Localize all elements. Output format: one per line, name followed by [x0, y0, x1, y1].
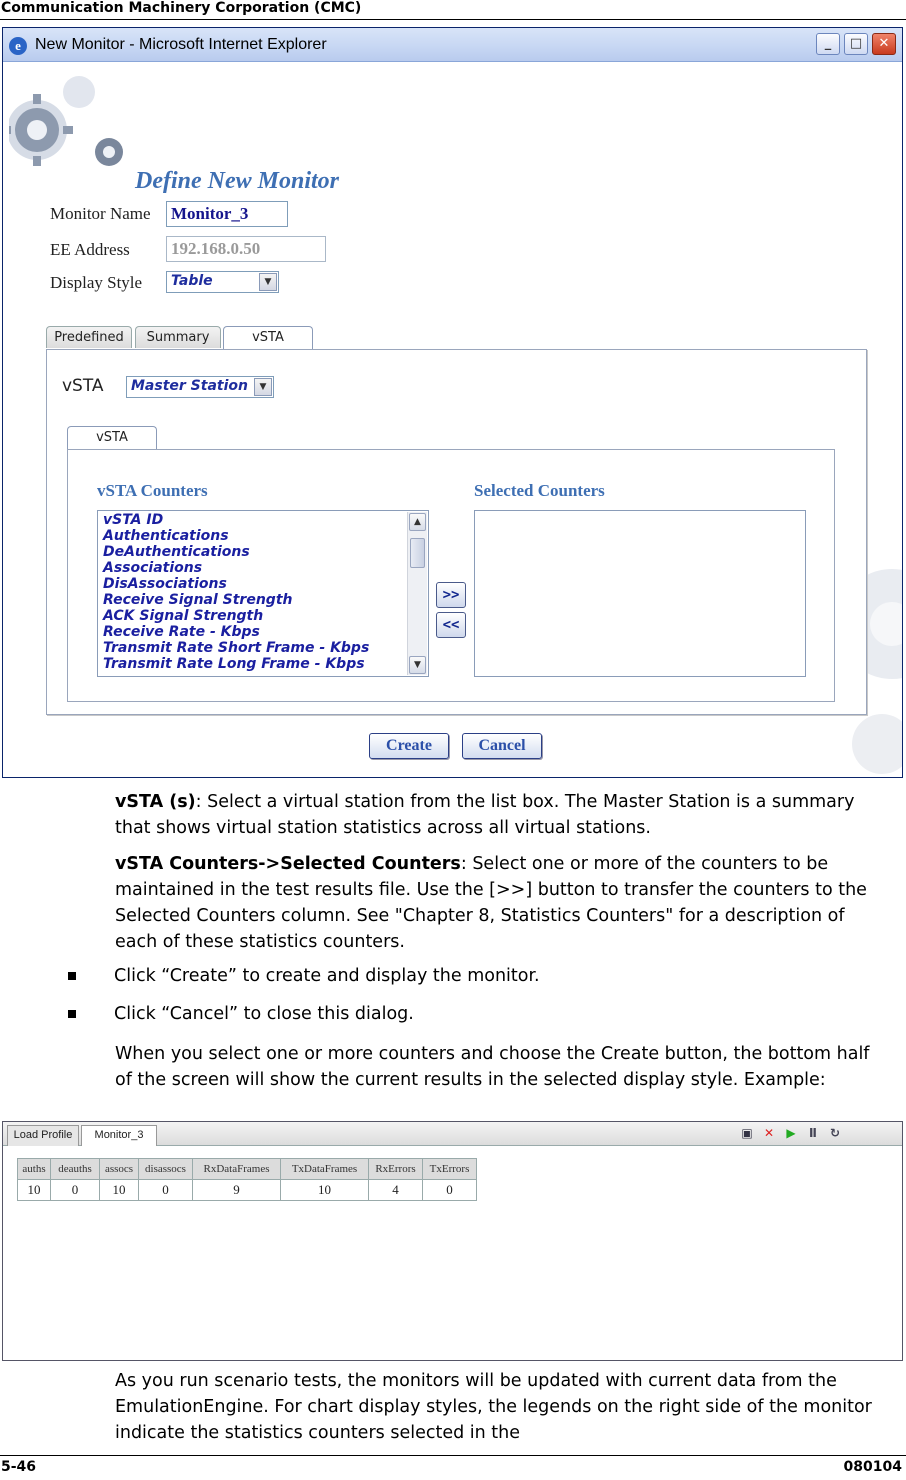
- tab-monitor-3[interactable]: Monitor_3: [81, 1125, 157, 1146]
- header-rule: [0, 19, 906, 20]
- column-header: RxErrors: [369, 1159, 423, 1180]
- counters-term: vSTA Counters->Selected Counters: [115, 854, 461, 874]
- create-button[interactable]: Create: [369, 733, 449, 759]
- form-title: Define New Monitor: [135, 168, 339, 194]
- selected-counters-heading: Selected Counters: [474, 481, 605, 500]
- list-item[interactable]: vSTA ID: [103, 512, 164, 528]
- list-item[interactable]: Receive Signal Strength: [103, 592, 293, 608]
- document-code: 080104: [843, 1459, 902, 1475]
- list-item[interactable]: Associations: [103, 560, 203, 576]
- column-header: TxErrors: [423, 1159, 477, 1180]
- table-cell: 10: [281, 1180, 369, 1201]
- page-header: Communication Machinery Corporation (CMC): [1, 0, 362, 16]
- vsta-select[interactable]: [126, 376, 274, 398]
- play-icon[interactable]: ▶: [786, 1126, 796, 1140]
- vsta-counters-list[interactable]: [97, 510, 429, 677]
- monitor-results-table: [17, 1158, 477, 1201]
- list-item[interactable]: DeAuthentications: [103, 544, 250, 560]
- delete-icon[interactable]: ✕: [763, 1126, 775, 1140]
- minimize-button[interactable]: _: [816, 33, 840, 55]
- counters-description: [115, 851, 890, 955]
- scroll-up-icon[interactable]: ▲: [409, 513, 426, 531]
- display-style-select[interactable]: [166, 271, 279, 293]
- column-header: disassocs: [139, 1159, 193, 1180]
- add-counter-button[interactable]: >>: [436, 582, 466, 608]
- results-paragraph: When you select one or more counters and choose the Create button, the bottom half of the screen will show the current results in the selected display style. Example:: [115, 1044, 870, 1090]
- table-cell: 9: [193, 1180, 281, 1201]
- inner-tab-vsta[interactable]: vSTA: [67, 426, 157, 450]
- footer-rule: [0, 1455, 906, 1456]
- monitor-name-input[interactable]: Monitor_3: [166, 201, 288, 227]
- table-cell: 0: [139, 1180, 193, 1201]
- ee-address-label: EE Address: [50, 240, 130, 259]
- pause-icon[interactable]: Ⅱ: [809, 1126, 817, 1140]
- refresh-icon[interactable]: ↻: [829, 1126, 841, 1140]
- vsta-counters-heading: vSTA Counters: [97, 481, 208, 500]
- ie-logo-icon: e: [9, 37, 27, 55]
- tab-load-profile[interactable]: Load Profile: [7, 1125, 79, 1146]
- tab-summary[interactable]: Summary: [135, 326, 221, 348]
- vsta-description: [115, 789, 890, 841]
- table-row: [18, 1180, 477, 1201]
- tab-predefined[interactable]: Predefined: [46, 326, 132, 348]
- vsta-label: vSTA: [62, 376, 104, 396]
- bullet-cancel-text: Click “Cancel” to close this dialog.: [114, 1004, 414, 1024]
- monitor-name-label: Monitor Name: [50, 204, 151, 223]
- table-header-row: [18, 1159, 477, 1180]
- list-item[interactable]: Authentications: [103, 528, 229, 544]
- table-cell: 0: [423, 1180, 477, 1201]
- vsta-definition: : Select a virtual station from the list box. The Master Station is a summary that shows virtual station statistics across all virtual stations.: [115, 792, 855, 838]
- display-style-value: Table: [171, 273, 213, 289]
- ee-address-input[interactable]: 192.168.0.50: [166, 236, 326, 262]
- table-cell: 4: [369, 1180, 423, 1201]
- list-item[interactable]: Transmit Rate Long Frame - Kbps: [103, 656, 365, 672]
- column-header: RxDataFrames: [193, 1159, 281, 1180]
- table-cell: 10: [18, 1180, 51, 1201]
- tab-vsta[interactable]: vSTA: [223, 326, 313, 350]
- column-header: auths: [18, 1159, 51, 1180]
- cancel-button[interactable]: Cancel: [462, 733, 542, 759]
- vsta-term: vSTA (s): [115, 792, 196, 812]
- bullet-square-icon: [68, 972, 76, 980]
- list-scrollbar[interactable]: [407, 512, 427, 675]
- vsta-select-value: Master Station: [131, 378, 248, 394]
- bullet-square-icon: [68, 1010, 76, 1018]
- page-number: 5-46: [1, 1459, 37, 1475]
- monitor-tabbar: [3, 1122, 902, 1146]
- scroll-thumb[interactable]: [410, 538, 425, 568]
- scroll-down-icon[interactable]: ▼: [409, 656, 426, 674]
- display-style-label: Display Style: [50, 273, 143, 292]
- window-titlebar: [3, 28, 902, 62]
- maximize-button[interactable]: □: [844, 33, 868, 55]
- window-title: New Monitor - Microsoft Internet Explorer: [35, 36, 327, 53]
- vsta-tab-panel: [46, 349, 867, 715]
- save-icon[interactable]: ▣: [741, 1126, 753, 1140]
- bullet-create-text: Click “Create” to create and display the monitor.: [114, 966, 540, 986]
- chevron-down-icon[interactable]: ▼: [259, 273, 277, 291]
- selected-counters-list[interactable]: [474, 510, 806, 677]
- monitor-screenshot: [2, 1121, 903, 1361]
- vsta-counters-panel: [67, 449, 835, 702]
- ie-window-screenshot: [2, 27, 903, 778]
- remove-counter-button[interactable]: <<: [436, 612, 466, 638]
- list-item[interactable]: Transmit Rate Short Frame - Kbps: [103, 640, 370, 656]
- table-cell: 0: [51, 1180, 100, 1201]
- column-header: deauths: [51, 1159, 100, 1180]
- list-item[interactable]: DisAssociations: [103, 576, 227, 592]
- column-header: assocs: [100, 1159, 139, 1180]
- counters-definition: : Select one or more of the counters to be maintained in the test results file. Use the [>>] button to transfer the counters to the Selected Counters column. See "Chapter 8, Statistics Counters" for a description of each of these statistics counters.: [115, 854, 867, 952]
- chevron-down-icon[interactable]: ▼: [254, 378, 272, 396]
- scenario-paragraph: As you run scenario tests, the monitors will be updated with current data from the EmulationEngine. For chart display styles, the legends on the right side of the monitor indicate the statistics counters selected in the: [115, 1371, 872, 1443]
- list-item[interactable]: Receive Rate - Kbps: [103, 624, 260, 640]
- table-cell: 10: [100, 1180, 139, 1201]
- list-item[interactable]: ACK Signal Strength: [103, 608, 264, 624]
- column-header: TxDataFrames: [281, 1159, 369, 1180]
- close-button[interactable]: ✕: [872, 33, 896, 55]
